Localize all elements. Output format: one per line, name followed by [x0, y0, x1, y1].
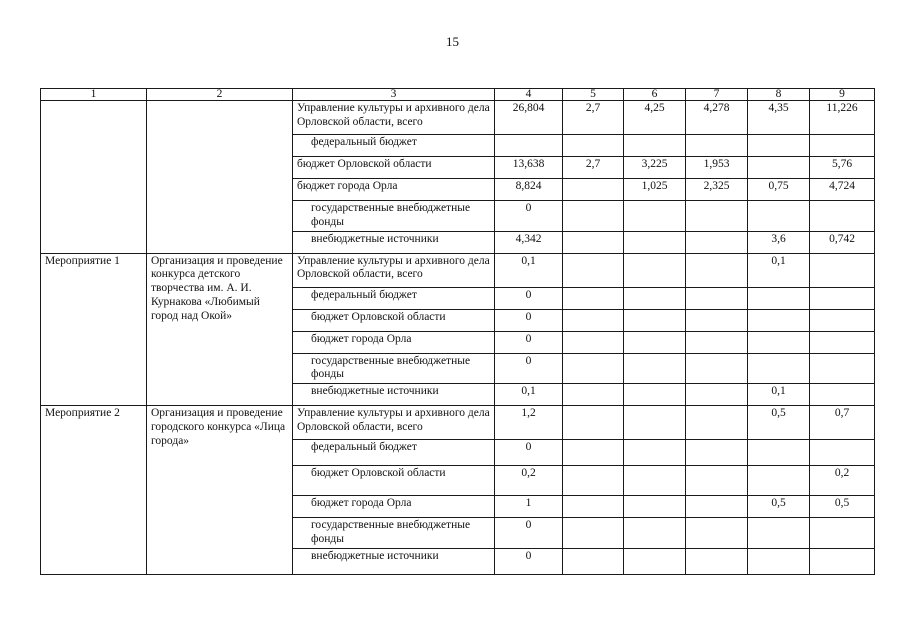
value-cell	[686, 287, 748, 309]
value-cell	[810, 201, 875, 232]
value-cell	[686, 353, 748, 384]
value-cell	[686, 309, 748, 331]
value-cell	[810, 135, 875, 157]
value-cell	[810, 384, 875, 406]
value-cell: 2,7	[563, 157, 624, 179]
value-cell: 0,5	[748, 406, 810, 440]
value-cell	[624, 253, 686, 287]
value-cell: 0	[495, 518, 563, 549]
value-cell	[563, 466, 624, 496]
value-cell	[686, 466, 748, 496]
value-cell	[686, 548, 748, 574]
value-cell	[563, 287, 624, 309]
value-cell	[624, 496, 686, 518]
value-cell	[686, 406, 748, 440]
value-cell	[686, 496, 748, 518]
value-cell	[563, 353, 624, 384]
value-cell: 0,2	[495, 466, 563, 496]
value-cell: 8,824	[495, 179, 563, 201]
value-cell	[563, 548, 624, 574]
value-cell	[748, 548, 810, 574]
value-cell	[748, 518, 810, 549]
value-cell	[686, 384, 748, 406]
activity-number-cell: Мероприятие 1	[41, 253, 147, 406]
value-cell: 0	[495, 309, 563, 331]
value-cell	[624, 466, 686, 496]
value-cell: 0,75	[748, 179, 810, 201]
value-cell	[810, 353, 875, 384]
funding-source-cell: бюджет Орловской области	[293, 466, 495, 496]
value-cell	[624, 201, 686, 232]
value-cell	[748, 201, 810, 232]
value-cell	[624, 331, 686, 353]
value-cell	[810, 440, 875, 466]
funding-source-cell: внебюджетные источники	[293, 231, 495, 253]
value-cell: 4,342	[495, 231, 563, 253]
funding-source-cell: федеральный бюджет	[293, 287, 495, 309]
funding-source-cell: Управление культуры и архивного дела Орловской области, всего	[293, 406, 495, 440]
value-cell: 0	[495, 287, 563, 309]
table-row	[41, 406, 875, 440]
value-cell	[810, 548, 875, 574]
page-number: 15	[446, 34, 459, 49]
activity-number-cell	[41, 101, 147, 254]
value-cell	[495, 135, 563, 157]
funding-source-cell: внебюджетные источники	[293, 548, 495, 574]
value-cell: 11,226	[810, 101, 875, 135]
value-cell	[563, 135, 624, 157]
value-cell	[563, 331, 624, 353]
value-cell	[748, 353, 810, 384]
value-cell	[624, 406, 686, 440]
header-cell: 5	[563, 89, 624, 101]
value-cell	[624, 440, 686, 466]
value-cell	[686, 440, 748, 466]
funding-source-cell: бюджет города Орла	[293, 179, 495, 201]
table-row	[41, 101, 875, 135]
value-cell: 0,1	[748, 253, 810, 287]
value-cell: 1,953	[686, 157, 748, 179]
value-cell: 0,2	[810, 466, 875, 496]
funding-source-cell: Управление культуры и архивного дела Орловской области, всего	[293, 101, 495, 135]
header-cell: 9	[810, 89, 875, 101]
value-cell	[810, 253, 875, 287]
value-cell	[810, 287, 875, 309]
funding-source-cell: бюджет Орловской области	[293, 309, 495, 331]
value-cell	[686, 518, 748, 549]
value-cell: 13,638	[495, 157, 563, 179]
value-cell: 0	[495, 331, 563, 353]
value-cell: 0,5	[748, 496, 810, 518]
value-cell	[810, 309, 875, 331]
value-cell	[563, 384, 624, 406]
funding-source-cell: федеральный бюджет	[293, 440, 495, 466]
value-cell: 5,76	[810, 157, 875, 179]
value-cell	[748, 309, 810, 331]
header-cell: 4	[495, 89, 563, 101]
value-cell	[686, 253, 748, 287]
funding-source-cell: бюджет города Орла	[293, 496, 495, 518]
value-cell	[624, 231, 686, 253]
value-cell	[686, 201, 748, 232]
header-cell: 6	[624, 89, 686, 101]
value-cell: 4,25	[624, 101, 686, 135]
activity-number-cell: Мероприятие 2	[41, 406, 147, 575]
funding-source-cell: бюджет Орловской области	[293, 157, 495, 179]
header-cell: 2	[147, 89, 293, 101]
value-cell	[748, 157, 810, 179]
value-cell: 4,35	[748, 101, 810, 135]
value-cell: 1,025	[624, 179, 686, 201]
value-cell: 26,804	[495, 101, 563, 135]
value-cell	[810, 331, 875, 353]
value-cell	[563, 253, 624, 287]
value-cell	[810, 518, 875, 549]
value-cell	[563, 201, 624, 232]
value-cell	[624, 548, 686, 574]
header-row	[41, 89, 875, 101]
header-cell: 7	[686, 89, 748, 101]
value-cell	[563, 309, 624, 331]
value-cell: 0	[495, 353, 563, 384]
value-cell	[563, 440, 624, 466]
value-cell: 0	[495, 548, 563, 574]
funding-source-cell: государственные внебюджетные фонды	[293, 201, 495, 232]
funding-source-cell: государственные внебюджетные фонды	[293, 518, 495, 549]
value-cell: 0	[495, 440, 563, 466]
value-cell	[686, 135, 748, 157]
funding-source-cell: бюджет города Орла	[293, 331, 495, 353]
value-cell: 2,7	[563, 101, 624, 135]
value-cell: 4,278	[686, 101, 748, 135]
value-cell	[686, 231, 748, 253]
value-cell	[563, 406, 624, 440]
activity-name-cell: Организация и проведение конкурса детского творчества им. А. И. Курнакова «Любимый город над Окой»	[147, 253, 293, 406]
value-cell	[748, 135, 810, 157]
value-cell: 4,724	[810, 179, 875, 201]
funding-source-cell: государственные внебюджетные фонды	[293, 353, 495, 384]
value-cell	[624, 309, 686, 331]
value-cell	[624, 287, 686, 309]
funding-source-cell: федеральный бюджет	[293, 135, 495, 157]
funding-source-cell: внебюджетные источники	[293, 384, 495, 406]
value-cell: 0,5	[810, 496, 875, 518]
value-cell: 0	[495, 201, 563, 232]
value-cell: 0,1	[495, 384, 563, 406]
funding-source-cell: Управление культуры и архивного дела Орловской области, всего	[293, 253, 495, 287]
value-cell: 2,325	[686, 179, 748, 201]
table-row	[41, 253, 875, 287]
value-cell	[748, 466, 810, 496]
header-cell: 1	[41, 89, 147, 101]
value-cell	[748, 287, 810, 309]
value-cell: 3,225	[624, 157, 686, 179]
budget-table	[40, 88, 875, 575]
value-cell	[624, 135, 686, 157]
header-cell: 8	[748, 89, 810, 101]
value-cell	[563, 518, 624, 549]
value-cell	[624, 384, 686, 406]
value-cell	[563, 496, 624, 518]
value-cell	[624, 518, 686, 549]
header-cell: 3	[293, 89, 495, 101]
value-cell: 0,742	[810, 231, 875, 253]
value-cell	[563, 231, 624, 253]
value-cell	[563, 179, 624, 201]
value-cell: 0,1	[748, 384, 810, 406]
value-cell	[686, 331, 748, 353]
value-cell	[748, 331, 810, 353]
value-cell: 0,1	[495, 253, 563, 287]
activity-name-cell	[147, 101, 293, 254]
activity-name-cell: Организация и проведение городского конкурса «Лица города»	[147, 406, 293, 575]
value-cell: 1	[495, 496, 563, 518]
value-cell: 3,6	[748, 231, 810, 253]
value-cell	[624, 353, 686, 384]
value-cell: 1,2	[495, 406, 563, 440]
value-cell: 0,7	[810, 406, 875, 440]
value-cell	[748, 440, 810, 466]
